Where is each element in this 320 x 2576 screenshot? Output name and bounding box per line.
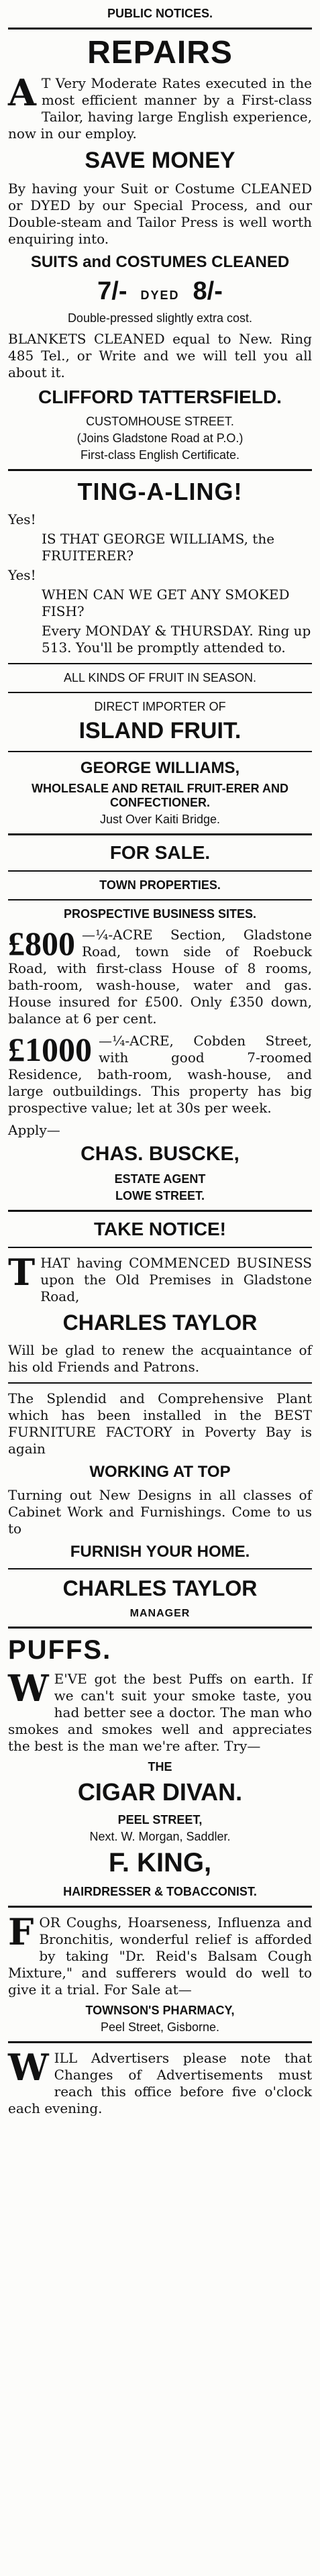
divider <box>8 899 312 900</box>
property-1-text: —¼-ACRE Section, Gladstone Road, town side of Roebuck Road, with first-class House of 8 rooms, bath-room, wash-house, water and gas. House insured for £500. Only £350 down, balance at 6 per cent. <box>8 927 312 1027</box>
take-notice-intro <box>8 1251 312 1305</box>
divider <box>8 28 312 30</box>
peel-street: PEEL STREET, <box>117 1813 203 1827</box>
ting-question-williams: IS THAT GEORGE WILLIAMS, the FRUITERER? <box>42 531 275 564</box>
f-king: F. KING, <box>108 1848 212 1878</box>
take-notice-text-4: Turning out New Designs in all classes of Cabinet Work and Furnishings. Come to us to <box>8 1487 312 1537</box>
pharmacy-address: Peel Street, Gisborne. <box>100 2020 220 2034</box>
george-williams-desc: WHOLESALE AND RETAIL FRUIT-ERER AND CONFECTIONER. <box>32 782 288 810</box>
the-label: THE <box>148 1760 172 1774</box>
repairs-intro <box>8 71 312 142</box>
tailor-street: CUSTOMHOUSE STREET. <box>86 415 234 429</box>
george-williams-name: GEORGE WILLIAMS, <box>80 759 240 778</box>
divider <box>8 1627 312 1629</box>
double-pressed: Double-pressed slightly extra cost. <box>67 311 253 325</box>
property-1 <box>8 927 312 1027</box>
divider <box>8 692 312 693</box>
repairs-dropcap: A <box>8 71 36 115</box>
puffs-text: E'VE got the best Puffs on earth. If we can't suit your smoke taste, you had better see a doctor. The man who smokes and smokes well and appreciates the best is the man we're after. Try— <box>8 1671 312 1755</box>
next-to-morgan: Next. W. Morgan, Saddler. <box>89 1830 231 1844</box>
coughs-text-block <box>8 1910 312 1998</box>
divider <box>8 469 312 471</box>
will-text-block <box>8 2046 312 2117</box>
island-fruit: ISLAND FRUIT. <box>78 718 242 744</box>
will-dropcap: W <box>8 2046 49 2090</box>
coughs-ad <box>8 1910 312 2034</box>
for-sale-title: FOR SALE. <box>109 842 211 864</box>
ting-yes-2: Yes! <box>8 567 36 584</box>
town-properties: TOWN PROPERTIES. <box>99 878 221 892</box>
public-notices-header: PUBLIC NOTICES. <box>107 7 213 20</box>
ting-answer: Every MONDAY & THURSDAY. Ring up 513. You'll be promptly attended to. <box>42 623 311 656</box>
take-notice-title: TAKE NOTICE! <box>93 1219 227 1240</box>
tailor-address: (Joins Gladstone Road at P.O.) <box>76 431 244 446</box>
agent-street: LOWE STREET. <box>115 1189 205 1203</box>
puffs-intro <box>8 1667 312 1755</box>
property-2 <box>8 1033 312 1117</box>
price-row <box>8 277 312 306</box>
property-1-price: £800 <box>8 925 75 963</box>
apply-label: Apply— <box>8 1122 60 1139</box>
george-williams-location: Just Over Kaiti Bridge. <box>99 813 221 827</box>
puffs-ad <box>8 1635 312 1899</box>
divider <box>8 1247 312 1248</box>
charles-taylor-name: CHARLES TAYLOR <box>62 1310 258 1335</box>
suits-costumes-cleaned: SUITS and COSTUMES CLEANED <box>30 253 290 272</box>
fruit-season: ALL KINDS OF FRUIT IN SEASON. <box>63 671 257 685</box>
coughs-dropcap: F <box>8 1910 34 1954</box>
agent-title: ESTATE AGENT <box>114 1172 206 1186</box>
ting-question-smoked-fish: WHEN CAN WE GET ANY SMOKED FISH? <box>42 586 290 620</box>
save-money-text: By having your Suit or Costume CLEANED or DYED by our Special Process, and our Double-steam and Tailor Press is well worth enquiring into. <box>8 181 312 248</box>
repairs-title: REPAIRS <box>87 35 233 70</box>
ting-yes-1: Yes! <box>8 511 36 528</box>
take-notice-text-1: HAT having COMMENCED BUSINESS upon the Old Premises in Gladstone Road, <box>40 1255 312 1305</box>
ting-title: TING-A-LING! <box>77 478 243 506</box>
direct-importer: DIRECT IMPORTER OF <box>94 700 226 714</box>
coughs-text: OR Coughs, Hoarseness, Influenza and Bronchitis, wonderful relief is afforded by taking "Dr. Reid's Balsam Cough Mixture," and sufferers would do well to give it a trial. For Sale at— <box>8 1914 312 1998</box>
take-notice-text-3: The Splendid and Comprehensive Plant which has been installed in the BEST FURNITURE FACTORY in Poverty Bay is again <box>8 1390 312 1457</box>
divider <box>8 1210 312 1212</box>
divider <box>8 2041 312 2043</box>
repairs-intro-text: T Very Moderate Rates executed in the most efficient manner by a First-class Tailor, having large English experience, now in our employ. <box>8 75 312 142</box>
will-text: ILL Advertisers please note that Changes of Advertisements must reach this office before five o'clock each evening. <box>8 2050 312 2117</box>
working-at-top: WORKING AT TOP <box>89 1463 231 1482</box>
price-left: 7/- <box>97 277 127 306</box>
cigar-divan: CIGAR DIVAN. <box>77 1778 243 1806</box>
repairs-ad <box>8 36 312 462</box>
take-notice-text-2: Will be glad to renew the acquaintance of his old Friends and Patrons. <box>8 1342 312 1376</box>
for-sale-ad <box>8 842 312 1203</box>
will-advertisers-notice <box>8 2046 312 2117</box>
tailor-certificate: First-class English Certificate. <box>80 448 240 462</box>
blankets-text: BLANKETS CLEANED equal to New. Ring 485 Tel., or Write and we will tell you all about it. <box>8 331 312 381</box>
townsons-pharmacy: TOWNSON'S PHARMACY, <box>85 2004 235 2018</box>
puffs-dropcap: W <box>8 1667 49 1710</box>
agent-name: CHAS. BUSCKE, <box>81 1143 239 1166</box>
dyed-label: DYED <box>140 289 180 303</box>
puffs-title: PUFFS. <box>8 1635 112 1665</box>
ting-a-ling-ad <box>8 478 312 827</box>
property-2-price: £1000 <box>8 1031 92 1069</box>
save-money-heading: SAVE MONEY <box>85 148 235 174</box>
take-notice-ad <box>8 1219 312 1620</box>
price-right: 8/- <box>193 277 223 306</box>
divider <box>8 663 312 664</box>
divider <box>8 870 312 872</box>
manager-label: MANAGER <box>129 1608 191 1620</box>
divider <box>8 751 312 752</box>
divider <box>8 833 312 835</box>
divider <box>8 1568 312 1569</box>
furnish-your-home: FURNISH YOUR HOME. <box>70 1543 250 1561</box>
hairdresser-tobacconist: HAIRDRESSER & TOBACCONIST. <box>63 1885 257 1899</box>
divider <box>8 1382 312 1384</box>
charles-taylor-name-2: CHARLES TAYLOR <box>62 1576 258 1601</box>
take-notice-dropcap: T <box>8 1251 36 1294</box>
prospective-sites: PROSPECTIVE BUSINESS SITES. <box>63 907 257 921</box>
divider <box>8 1906 312 1908</box>
property-2-text: —¼-ACRE, Cobden Street, with good 7-roomed Residence, bath-room, wash-house, and large outbuildings. This property has big prospective value; let at 30s per week. <box>8 1033 312 1117</box>
tailor-name: CLIFFORD TATTERSFIELD. <box>38 387 282 408</box>
